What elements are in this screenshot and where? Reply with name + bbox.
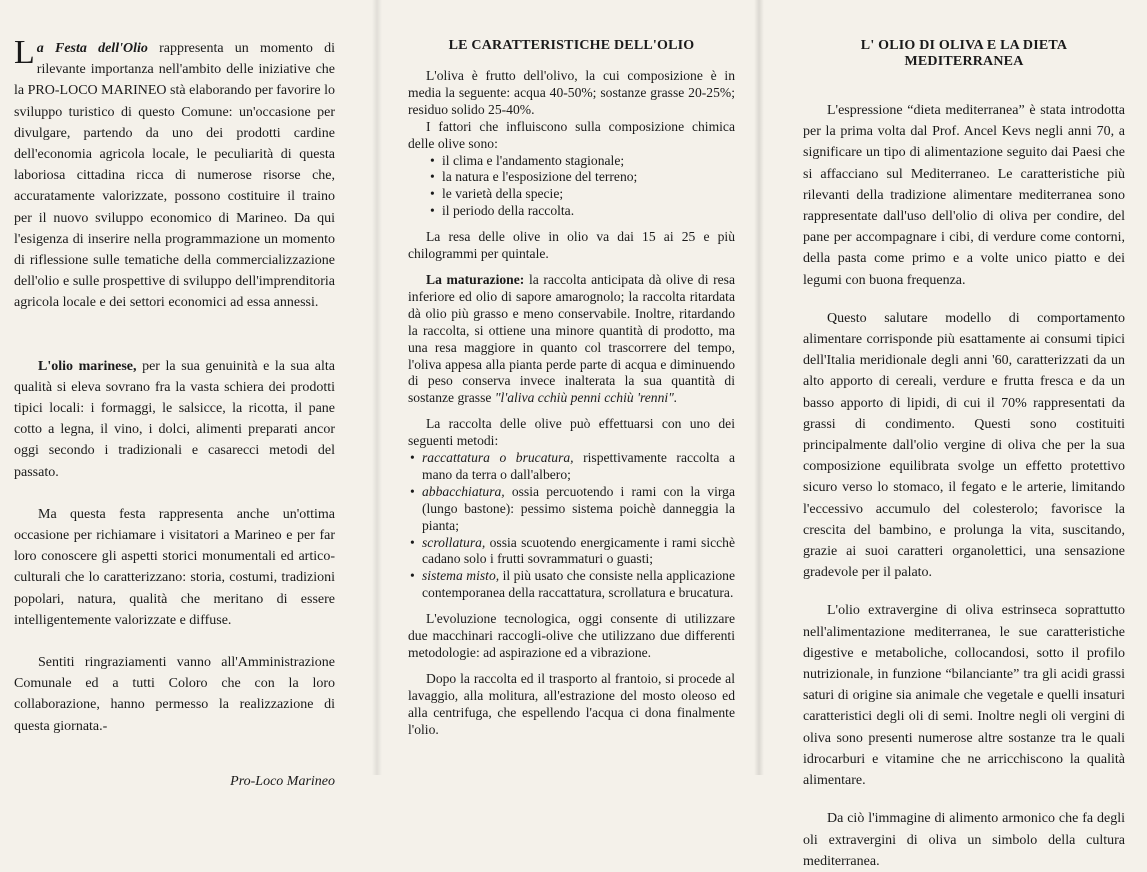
method-text: ossia percuotendo i rami con la virga (lungo bastone): pessimo sistema poichè danneggia la pianta; <box>422 483 735 533</box>
signature: Pro-Loco Marineo <box>230 773 335 789</box>
method-name: scrollatura, <box>422 534 486 550</box>
section-gap <box>14 335 335 356</box>
dieta-paragraph: L'espressione “dieta mediterranea” è stata introdotta per la prima volta dal Prof. Ancel Kevs negli anni 70, a significare un tipo di alimentazione seguito dai Paesi che si affacciano sul Mediterraneo. Le caratteristiche più rilevanti della tradizione alimentare mediterranea sono rappresentate dall'uso dell'olio di oliva per condire, del pane per accompagnare i cibi, di verdure come contorni, della pasta come primo e a volte unico piatto e dei legumi con buona frequenza. <box>803 103 1125 288</box>
section-title-caratteristiche: LE CARATTERISTICHE DELL'OLIO <box>448 38 695 53</box>
method-name: abbacchiatura, <box>422 483 505 499</box>
method-text: il più usato che consiste nella applicazione contemporanea della raccattatura, scrollatura e brucatura. <box>422 568 735 601</box>
list-item: • il clima e l'andamento stagionale; <box>442 153 735 170</box>
olio-marinese-paragraph <box>14 356 335 483</box>
modello-paragraph: Questo salutare modello di comportamento alimentare corrisponde più esattamente ai consumi tipici dell'Italia meridionale degli anni '60, caratterizzati da un alto apporto di cereali, verdure e frutta fresca e da un basso apporto di lipidi, di cui il 70% rappresentati da grassi di condimento. Questi sono costituiti principalmente dall'olio vergine di oliva che per la sua composizione equilibrata svolge un effetto protettivo sicuro verso lo stomaco, il fegato e le arterie, limitando l'eccessivo accumulo del colesterolo; favorisce la crescita del bambino, e prolunga la vita, suscitando, grazie ai suoi caratteri organolettici, una sensazione gradevole per il palato. <box>803 310 1125 581</box>
intro-text: rappresenta un momento di rilevante importanza nell'ambito delle iniziative che la PRO-LOCO MARINEO stà elaborando per favorire lo sviluppo turistico di questo Comune: un'occasione per divulgare, partendo da uno dei prodotti cardine dell'economia agricola locale, le peculiarità di questa laboriosa cittadina ricca di numerose risorse che, accuratamente valorizzate, possono costituire il traino per il nuovo sviluppo economico di Marineo. Da qui l'esigenza di inserire nella programmazione un momento di riflessione sulle tematiche della commercializzazione dell'olio e sulle prospettive di sviluppo dell'imprenditoria agricola locale e dei settori economici ad essa annessi. <box>14 41 335 311</box>
list-item: • la natura e l'esposizione del terreno; <box>442 169 735 186</box>
column-dieta-mediterranea <box>763 0 1147 869</box>
festa-visitatori-paragraph: Ma questa festa rappresenta anche un'ottima occasione per richiamare i visitatori a Marineo e per far loro conoscere gli aspetti storici monumentali ed artico-culturali che lo caratterizzano: storia, costumi, tradizioni popolari, natura, qualità che meritano di essere intelligentemente valorizzate e diffuse. <box>14 506 335 628</box>
evoluzione-paragraph: L'evoluzione tecnologica, oggi consente di utilizzare due macchinari raccogli-olive che utilizzano due differenti metodologie: ad aspirazione ed a vibrazione. <box>408 611 735 660</box>
fattori-list <box>408 153 735 221</box>
maturazione-paragraph <box>408 272 735 407</box>
drop-cap: L <box>14 34 35 71</box>
raccolta-intro: La raccolta delle olive può effettuarsi con uno dei seguenti metodi: <box>408 416 735 449</box>
proverb: "l'aliva cchiù penni cchiù 'renni". <box>494 390 678 406</box>
intro-lead: a Festa dell'Olio <box>36 41 148 56</box>
list-item: • le varietà della specie; <box>442 186 735 203</box>
olio-marinese-lead: L'olio marinese, <box>38 358 137 374</box>
composizione-paragraph: L'oliva è frutto dell'olivo, la cui composizione è in media la seguente: acqua 40-50%; sostanze grasse 20-25%; residuo solido 25-40%. <box>408 68 735 117</box>
frantoio-paragraph: Dopo la raccolta ed il trasporto al frantoio, si procede al lavaggio, alla molitura, all'estrazione del mosto oleoso ed alla centrifuga, che espellendo l'acqua ci dona finalmente l'olio. <box>408 670 735 737</box>
resa-paragraph: La resa delle olive in olio va dai 15 ai 25 e più chilogrammi per quintale. <box>408 229 735 262</box>
list-item: • il periodo della raccolta. <box>442 203 735 220</box>
column-festa-olio <box>0 0 383 789</box>
raccolta-methods-list <box>408 450 735 602</box>
fattori-intro: I fattori che influiscono sulla composizione chimica delle olive sono: <box>408 118 735 151</box>
list-item <box>422 484 735 535</box>
list-item <box>422 450 735 484</box>
method-name: raccattatura o brucatura, <box>422 450 574 466</box>
list-item <box>422 568 735 602</box>
method-text: ossia scuotendo energicamente i rami sicchè cadano solo i frutti sovrammaturi o guasti; <box>422 534 735 567</box>
conclusione-paragraph: Da ciò l'immagine di alimento armonico che fa degli oli extravergini di oliva un simbolo della cultura mediterranea. <box>803 811 1125 869</box>
list-item <box>422 535 735 569</box>
method-text: rispettivamente raccolta a mano da terra o dall'albero; <box>422 450 735 482</box>
extravergine-paragraph: L'olio extravergine di oliva estrinseca soprattutto nell'alimentazione mediterranea, le sue caratteristiche digestive e metaboliche, collocandosi, sotto il profilo nutrizionale, in funzione “bilanciante” tra gli acidi grassi saturi di origine sia animale che vegetale e quelli insaturi caratteristici degli oli di semi. Inoltre negli oli vergini di oliva sono presenti numerose altre sostanze tra le quali idrocarburi e vitamine che ne arricchiscono la qualità alimentare. <box>803 603 1125 789</box>
column-caratteristiche <box>383 0 763 775</box>
ringraziamenti-paragraph: Sentiti ringraziamenti vanno all'Amministrazione Comunale ed a tutti Coloro che con la loro collaborazione, hanno permesso la realizzazione di questa giornata.- <box>14 655 335 734</box>
method-name: sistema misto, <box>422 568 500 584</box>
maturazione-text: la raccolta anticipata dà olive di resa inferiore ed olio di sapore amarognolo; la raccolta ritardata dà olio più grasso e meno conservabile. Inoltre, ritardando la raccolta, si ottiene una minore quantità di prodotto, ma una resa maggiore in quanto col trascorrere del tempo, l'oliva appesa alla pianta perde parte di acqua e diminuendo di peso conserva invece inalterata la sua quantità di sostanze grasse <box>408 271 736 406</box>
section-title-dieta: L' OLIO DI OLIVA E LA DIETA MEDITERRANEA <box>860 38 1068 69</box>
maturazione-lead: La maturazione: <box>426 271 525 287</box>
intro-paragraph <box>14 34 335 314</box>
olio-marinese-text: per la sua genuinità e la sua alta qualità si eleva sovrano fra la vasta schiera dei prodotti tipici locali: i formaggi, le salsicce, la ricotta, il pane cotto a legna, il vino, i dolci, alimenti preparati ancor oggi secondo i tradizionali e casarecci metodi del passato. <box>14 358 335 480</box>
